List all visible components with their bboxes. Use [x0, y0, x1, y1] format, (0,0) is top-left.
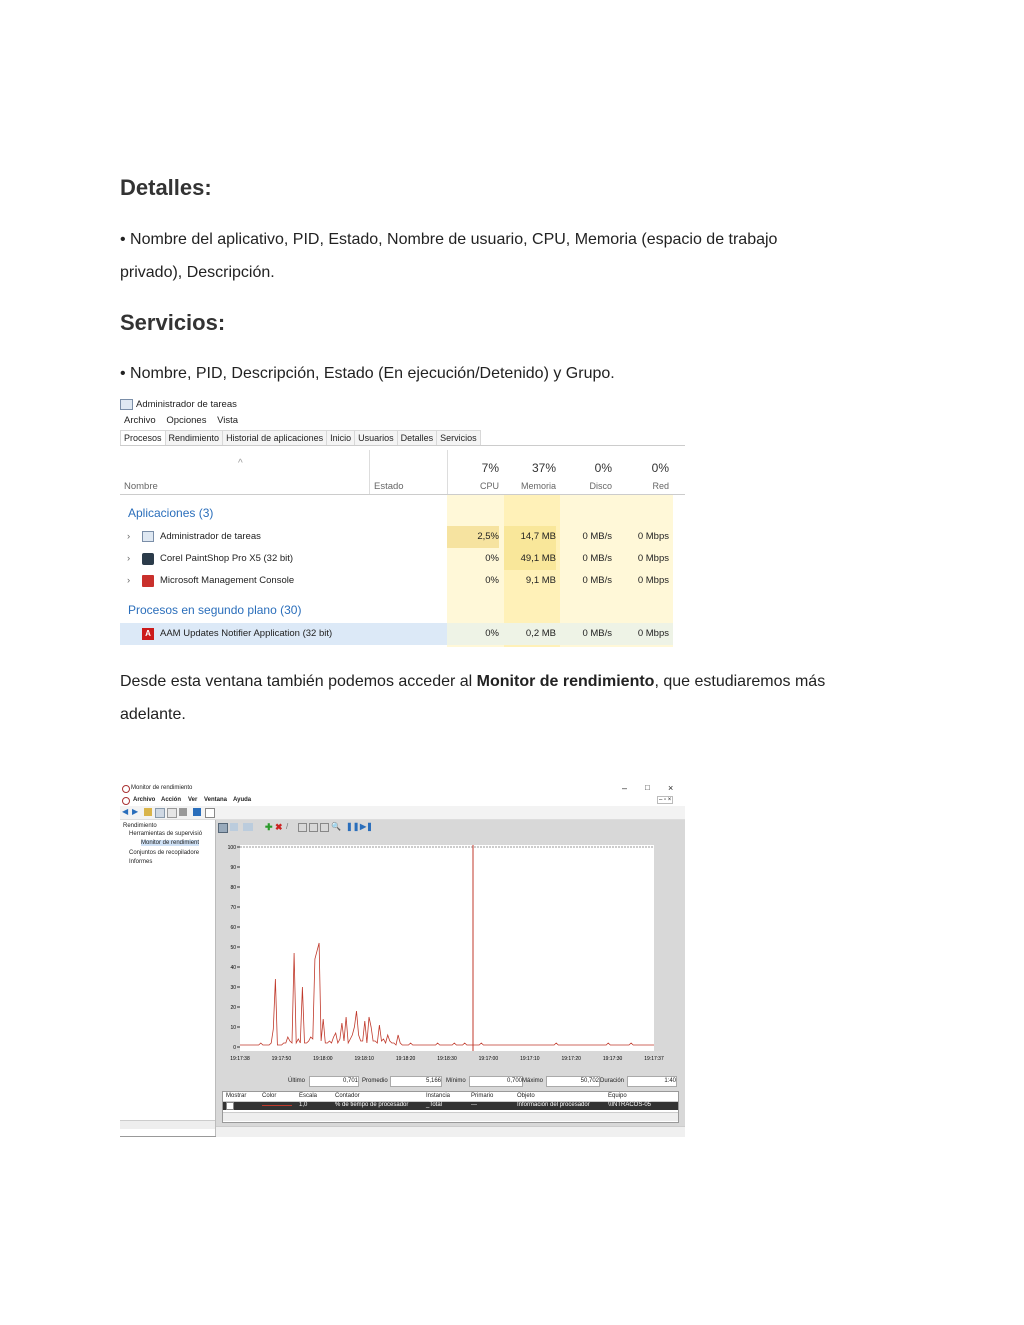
process-name: Corel PaintShop Pro X5 (32 bit)	[160, 553, 294, 564]
stat-promedio-label: Promedio	[362, 1078, 388, 1084]
cpu-value: 2,5%	[447, 526, 499, 548]
process-name: Microsoft Management Console	[160, 575, 295, 586]
perf-menu-ventana[interactable]: Ventana	[204, 797, 228, 803]
perf-menu-ver[interactable]: Ver	[188, 797, 198, 803]
legend-col-objeto[interactable]: Objeto	[517, 1093, 535, 1099]
perf-monitor-window	[120, 783, 685, 1137]
y-tick-label: 70	[230, 905, 236, 911]
mem-value: 0,2 MB	[525, 628, 556, 639]
monitor-paragraph	[120, 665, 920, 731]
y-tick-label: 0	[233, 1045, 236, 1051]
table-row[interactable]	[120, 623, 447, 645]
menu-archivo[interactable]: Archivo	[124, 415, 156, 426]
legend-contador: % de tiempo de procesador	[335, 1102, 409, 1108]
legend-col-contador[interactable]: Contador	[335, 1093, 360, 1099]
legend-equipo: \\INTRACOS-05	[608, 1102, 652, 1108]
graph-toolbar	[218, 822, 378, 832]
paintshop-icon	[142, 553, 154, 565]
monitor-link-text: Monitor de rendimiento	[476, 673, 655, 690]
tree-item-rendimiento[interactable]: Rendimiento	[123, 823, 157, 829]
mem-header-pct: 37%	[531, 461, 556, 475]
table-row[interactable]	[120, 570, 675, 592]
chevron-right-icon[interactable]: ›	[127, 531, 131, 542]
disk-value: 0 MB/s	[582, 531, 612, 542]
x-tick-label: 19:18:30	[437, 1056, 457, 1062]
x-tick-label: 19:17:10	[520, 1056, 540, 1062]
cpu-value: 0%	[485, 628, 499, 639]
table-row-values[interactable]	[447, 623, 673, 645]
tab-rendimiento[interactable]: Rendimiento	[165, 430, 224, 445]
x-tick-label: 19:17:30	[602, 1056, 623, 1062]
net-value: 0 Mbps	[637, 553, 669, 564]
x-tick-label: 19:18:20	[395, 1056, 416, 1062]
net-value: 0 Mbps	[637, 575, 669, 586]
x-tick-label: 19:17:00	[478, 1056, 499, 1062]
legend-primario: ---	[471, 1102, 477, 1108]
tab-detalles[interactable]: Detalles	[397, 430, 438, 445]
graph-type-icon[interactable]	[243, 823, 253, 831]
copy-icon[interactable]	[298, 823, 307, 832]
task-manager-icon	[120, 399, 133, 410]
stat-minimo-label: Mínimo	[446, 1078, 466, 1084]
process-name: Administrador de tareas	[160, 531, 261, 542]
stat-duracion-value: 1:40	[627, 1076, 677, 1087]
add-counter-icon[interactable]: ✚	[265, 822, 273, 832]
view-data-icon[interactable]	[230, 823, 238, 831]
legend-scrollbar[interactable]	[223, 1112, 678, 1121]
properties-icon[interactable]	[205, 808, 215, 818]
task-manager-titlebar	[120, 397, 685, 413]
detalles-line-1: • Nombre del aplicativo, PID, Estado, Nombre de usuario, CPU, Memoria (espacio de trabajo	[120, 231, 778, 248]
x-tick-label: 19:18:00	[313, 1056, 333, 1062]
task-manager-tabs	[120, 430, 685, 446]
net-value: 0 Mbps	[637, 531, 669, 542]
tree-scrollbar[interactable]	[120, 1120, 215, 1129]
forward-arrow-icon[interactable]: ▶	[132, 807, 139, 816]
cpu-value: 0%	[485, 575, 499, 586]
legend-col-primario[interactable]: Primario	[471, 1093, 494, 1099]
stats-bar	[216, 1076, 685, 1088]
y-tick-label: 20	[230, 1005, 236, 1011]
monitor-line-1	[120, 665, 920, 698]
tree-item-informes[interactable]: Informes	[129, 859, 153, 865]
mdi-controls-icon[interactable]: – ▫ ×	[659, 797, 672, 803]
monitor-line-2: adelante.	[120, 706, 186, 723]
properties-icon[interactable]	[320, 823, 329, 832]
y-tick-label: 50	[230, 945, 236, 951]
stat-minimo-value: 0,700	[469, 1076, 523, 1087]
next-icon[interactable]: ▶❚	[360, 822, 373, 831]
process-name: AAM Updates Notifier Application (32 bit)	[160, 628, 333, 639]
mem-value: 49,1 MB	[504, 548, 556, 570]
stat-promedio-value: 5,166	[390, 1076, 442, 1087]
mmc-icon	[142, 575, 154, 587]
y-tick-label: 100	[227, 845, 236, 851]
y-tick-label: 60	[230, 925, 236, 931]
cpu-value: 0%	[485, 553, 499, 564]
task-manager-title: Administrador de tareas	[136, 399, 237, 410]
legend-col-equipo[interactable]: Equipo	[608, 1093, 627, 1099]
perf-menu-icon	[122, 797, 130, 805]
y-tick-label: 90	[230, 865, 236, 871]
tab-inicio[interactable]: Inicio	[326, 430, 355, 445]
perf-menu-ayuda[interactable]: Ayuda	[233, 797, 252, 803]
x-tick-label: 19:17:37	[644, 1056, 664, 1062]
task-manager-window	[120, 397, 685, 647]
servicios-paragraph: • Nombre, PID, Descripción, Estado (En ejecución/Detenido) y Grupo.	[120, 365, 615, 382]
y-tick-label: 40	[230, 965, 236, 971]
perf-menu-accion[interactable]: Acción	[161, 797, 182, 803]
section-title-detalles: Detalles:	[120, 175, 212, 200]
highlight-icon[interactable]: /	[286, 822, 289, 831]
header-divider	[120, 494, 685, 495]
status-bar	[216, 1126, 685, 1137]
x-tick-label: 19:17:20	[561, 1056, 581, 1062]
tree-item-herramientas[interactable]: Herramientas de supervisió	[129, 831, 203, 837]
legend-header-row	[223, 1092, 678, 1102]
tab-servicios[interactable]: Servicios	[436, 430, 481, 445]
help-icon[interactable]	[193, 808, 201, 816]
x-tick-label: 19:18:10	[354, 1056, 374, 1062]
disk-header-pct: 0%	[594, 461, 612, 475]
col-header-red[interactable]: Red	[652, 481, 669, 491]
counter-legend-table	[222, 1091, 679, 1123]
legend-instancia: _Total	[426, 1102, 443, 1108]
adobe-icon: A	[142, 628, 154, 640]
stat-duracion-label: Duración	[600, 1078, 625, 1084]
tree-item-monitor[interactable]: Monitor de rendimient	[141, 840, 200, 846]
perf-titlebar	[120, 783, 685, 795]
graph-pane	[216, 820, 685, 1136]
perf-toolbar	[120, 806, 685, 820]
legend-col-mostrar[interactable]: Mostrar	[226, 1093, 247, 1099]
monitor-text-post: , que estudiaremos más	[654, 673, 826, 690]
sort-arrow-icon: ^	[238, 458, 243, 469]
legend-col-escala[interactable]: Escala	[299, 1093, 318, 1099]
detalles-paragraph	[120, 223, 920, 289]
legend-col-color[interactable]: Color	[262, 1093, 277, 1099]
y-tick-label: 30	[230, 985, 236, 991]
menu-vista[interactable]: Vista	[217, 415, 239, 426]
stat-maximo-label: Máximo	[522, 1078, 544, 1084]
chart-plot-area	[240, 845, 654, 1051]
legend-color-swatch	[262, 1105, 292, 1106]
col-header-nombre[interactable]: Nombre	[124, 481, 158, 492]
print-icon[interactable]	[179, 808, 187, 816]
tab-usuarios[interactable]: Usuarios	[354, 430, 398, 445]
y-tick-label: 80	[230, 885, 236, 891]
x-tick-label: 19:17:50	[271, 1056, 292, 1062]
legend-row-selected[interactable]	[223, 1102, 678, 1110]
pause-icon[interactable]: ❚❚	[346, 822, 360, 831]
stat-ultimo-value: 0,701	[309, 1076, 359, 1087]
col-header-cpu[interactable]: CPU	[479, 481, 499, 491]
disk-value: 0 MB/s	[582, 553, 612, 564]
tree-pane	[120, 820, 216, 1136]
perf-menu-archivo[interactable]: Archivo	[133, 797, 156, 803]
close-icon[interactable]: ×	[668, 783, 674, 793]
chevron-right-icon[interactable]: ›	[127, 575, 131, 586]
mem-value: 9,1 MB	[525, 575, 556, 586]
cpu-header-pct: 7%	[481, 461, 499, 475]
net-header-pct: 0%	[651, 461, 669, 475]
col-divider	[369, 450, 370, 494]
menu-opciones[interactable]: Opciones	[166, 415, 207, 426]
maximize-icon[interactable]: □	[645, 783, 650, 792]
perf-monitor-icon	[122, 785, 130, 793]
col-header-estado[interactable]: Estado	[374, 481, 404, 492]
export-icon[interactable]	[167, 808, 177, 818]
perf-title: Monitor de rendimiento	[131, 785, 193, 791]
disk-value: 0 MB/s	[582, 628, 612, 639]
show-checkbox[interactable]	[226, 1102, 234, 1110]
x-tick-label: 19:17:38	[230, 1056, 250, 1062]
tab-historial[interactable]: Historial de aplicaciones	[222, 430, 327, 445]
y-tick-label: 10	[230, 1025, 236, 1031]
table-row[interactable]	[120, 526, 675, 548]
col-header-memoria[interactable]: Memoria	[520, 481, 556, 491]
tab-procesos[interactable]: Procesos	[120, 430, 166, 445]
task-manager-menubar	[124, 415, 246, 426]
legend-objeto: Información del procesador	[517, 1102, 590, 1108]
group-segundo-plano[interactable]: Procesos en segundo plano (30)	[128, 603, 302, 617]
folder-icon[interactable]	[144, 808, 152, 816]
legend-escala: 1,0	[299, 1102, 308, 1108]
disk-value: 0 MB/s	[582, 575, 612, 586]
section-title-servicios: Servicios:	[120, 310, 226, 335]
paste-icon[interactable]	[309, 823, 318, 832]
tree-item-conjuntos[interactable]: Conjuntos de recopiladore	[129, 850, 200, 856]
console-icon[interactable]	[155, 808, 165, 818]
group-aplicaciones[interactable]: Aplicaciones (3)	[128, 506, 214, 520]
perf-menubar	[120, 795, 685, 806]
back-arrow-icon[interactable]: ◀	[122, 807, 129, 816]
monitor-text-pre: Desde esta ventana también podemos acceder al	[120, 673, 477, 690]
mem-value: 14,7 MB	[504, 526, 556, 548]
detalles-line-2: privado), Descripción.	[120, 264, 275, 281]
performance-chart	[216, 832, 685, 1062]
zoom-icon[interactable]: 🔍	[331, 822, 341, 831]
col-header-disco[interactable]: Disco	[589, 481, 612, 491]
task-manager-app-icon	[142, 531, 154, 542]
chevron-right-icon[interactable]: ›	[127, 553, 131, 564]
net-value: 0 Mbps	[637, 628, 669, 639]
minimize-icon[interactable]: –	[622, 783, 628, 793]
stat-ultimo-label: Último	[288, 1078, 306, 1084]
legend-col-instancia[interactable]: Instancia	[426, 1093, 451, 1099]
stat-maximo-value: 50,702	[546, 1076, 600, 1087]
delete-counter-icon[interactable]: ✖	[275, 822, 283, 832]
table-row[interactable]	[120, 548, 675, 570]
